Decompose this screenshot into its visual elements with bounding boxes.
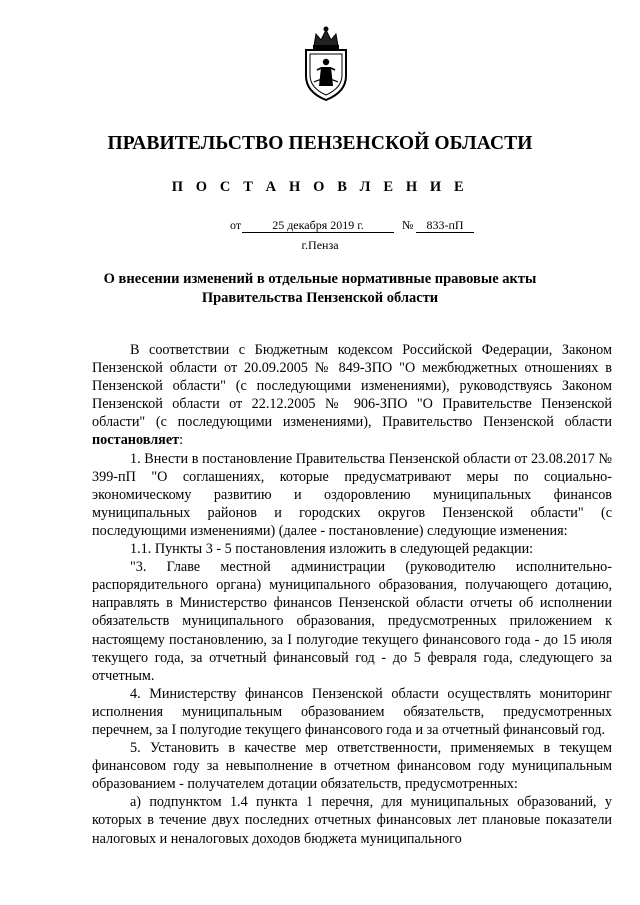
intro-end: : bbox=[179, 432, 184, 449]
paragraph-1: 1. Внести в постановление Правительства Пензенской области от 23.08.2017 № 399-пП "О соглашениях, которые предусматривают меры по социально-экономическому развитию и оздоровлению муниципальных финансов муниципальных районов и городских округов Пензенской области" (с последующими изменениями) (далее - постановление) следующие изменения: bbox=[92, 450, 612, 539]
paragraph-5: 5. Установить в качестве мер ответственности, применяемых в текущем финансовом году за невыполнение в отчетном финансовом году муниципальным образованием - получателем дотации обязательств, предусмотренных: bbox=[92, 740, 612, 793]
date-label: от bbox=[230, 218, 242, 232]
city-label: г.Пенза bbox=[301, 238, 339, 252]
paragraph-3: "3. Главе местной администрации (руководителю исполнительно-распорядительного органа) муниципального образования, получающего дотацию, направлять в Министерство финансов Пензенской области отчеты об исполнении обязательств муниципального образования, предусмотренных приложением к настоящему постановлению, за I полугодие текущего финансового года - до 15 июля текущего года, за отчетный финансовый год - до 5 февраля года, следующего за отчетным. bbox=[92, 559, 612, 684]
penza-region-coat-of-arms-icon bbox=[296, 24, 356, 102]
document-subject bbox=[0, 270, 640, 308]
document-number: 833-пП bbox=[416, 218, 474, 233]
paragraph-intro bbox=[92, 341, 612, 450]
document-date: 25 декабря 2019 г. bbox=[242, 218, 394, 233]
number-label: № bbox=[402, 218, 414, 232]
document-body bbox=[92, 341, 612, 848]
subject-line-1: О внесении изменений в отдельные нормативные правовые акты bbox=[103, 271, 537, 287]
paragraph-4: 4. Министерству финансов Пензенской области осуществлять мониторинг исполнения муниципальным образованием обязательств, предусмотренных перечнем, за I полугодие текущего финансового года и за отчетный финансовый год. bbox=[92, 685, 612, 738]
government-title: ПРАВИТЕЛЬСТВО ПЕНЗЕНСКОЙ ОБЛАСТИ bbox=[107, 133, 533, 154]
paragraph-a: а) подпунктом 1.4 пункта 1 перечня, для муниципальных образований, у которых в течение двух последних отчетных финансовых лет плановые показатели налоговых и неналоговых доходов бюджета муниципального bbox=[92, 794, 612, 847]
paragraph-1-1: 1.1. Пункты 3 - 5 постановления изложить в следующей редакции: bbox=[130, 541, 534, 558]
subject-line-2: Правительства Пензенской области bbox=[201, 290, 439, 306]
document-type: П О С Т А Н О В Л Е Н И Е bbox=[171, 179, 469, 195]
intro-text: В соответствии с Бюджетным кодексом Российской Федерации, Законом Пензенской области от 20.09.2005 № 849-ЗПО "О межбюджетных отношениях в Пензенской области" (с последующими изменениями), руководствуясь Законом Пензенской области от 22.12.2005 № 906-ЗПО "О Правительстве Пензенской области" (с последующими изменениями), Правительство Пензенской области bbox=[92, 342, 612, 431]
intro-keyword: постановляет bbox=[92, 432, 180, 449]
